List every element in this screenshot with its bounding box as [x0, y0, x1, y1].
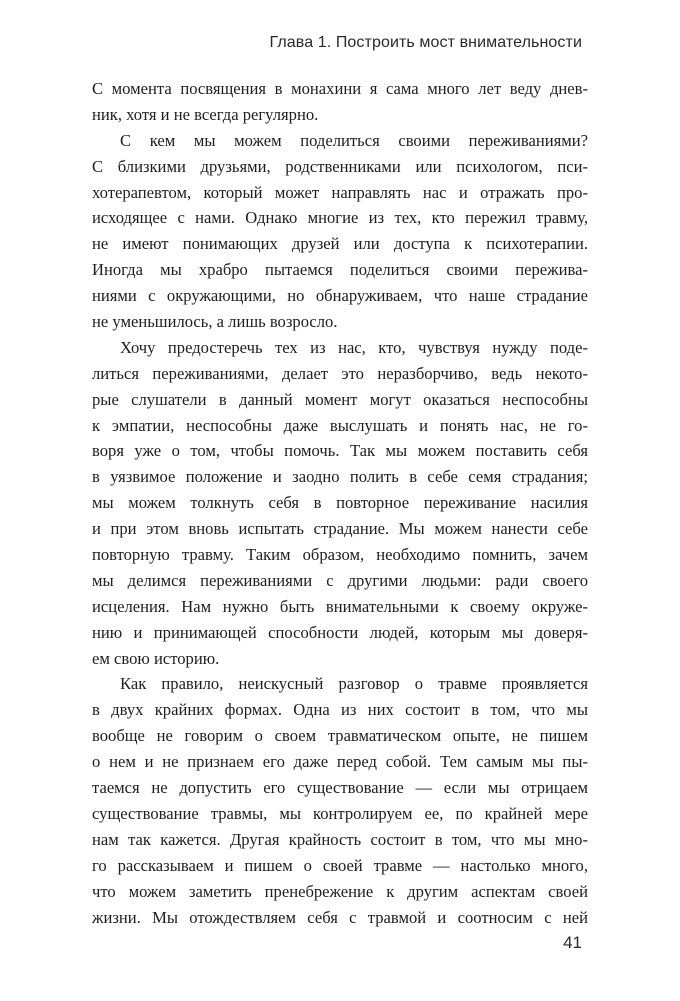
text-line: ниями с окружающими, но обнаруживаем, что наше страдание — [92, 286, 588, 306]
text-line: что можем заметить пренебрежение к другим аспектам своей — [92, 881, 588, 901]
running-head: Глава 1. Построить мост внимательности — [269, 34, 582, 51]
text-line: о нем и не признаем его даже перед собой. Тем самым мы пы- — [92, 752, 588, 772]
text-line: в уязвимое положение и заодно полить в себе семя страдания; — [92, 467, 588, 487]
text-line: литься переживаниями, делает это неразборчиво, ведь некото- — [92, 363, 588, 383]
text-line: С кем мы можем поделиться своими переживаниями? — [120, 130, 588, 150]
text-line: и при этом вновь испытать страдание. Мы можем нанести себе — [92, 519, 588, 539]
text-line: ем свою историю. — [92, 648, 220, 668]
text-line: вообще не говорим о своем травматическом опыте, не пишем — [92, 726, 588, 746]
text-line: существование травмы, мы контролируем ее, по крайней мере — [92, 803, 588, 823]
text-line: нию и принимающей способности людей, которым мы доверя- — [92, 622, 588, 642]
text-line: го рассказываем и пишем о своей травме — настолько много, — [92, 855, 588, 875]
text-line: хотерапевтом, который может направлять нас и отражать про- — [92, 182, 588, 202]
text-line: ник, хотя и не всегда регулярно. — [92, 104, 319, 124]
text-line: исходящее с нами. Однако многие из тех, кто пережил травму, — [92, 208, 588, 228]
text-line: С момента посвящения в монахини я сама много лет веду днев- — [92, 79, 588, 98]
text-line: таемся не допустить его существование — если мы отрицаем — [92, 778, 588, 798]
text-line: не имеют понимающих друзей или доступа к психотерапии. — [92, 234, 588, 254]
text-line: в двух крайних формах. Одна из них состоит в том, что мы — [92, 700, 588, 720]
text-line: рые слушатели в данный момент могут оказаться неспособны — [92, 389, 588, 409]
text-line: воря уже о том, чтобы помочь. Так мы можем поставить себя — [92, 441, 588, 461]
text-line: повторную травму. Таким образом, необходимо помнить, зачем — [92, 545, 588, 565]
text-line: Как правило, неискусный разговор о травме проявляется — [120, 674, 588, 694]
text-line: жизни. Мы отождествляем себя с травмой и соотносим с ней — [92, 907, 588, 927]
text-line: не уменьшилось, а лишь возросло. — [92, 312, 338, 332]
text-line: Иногда мы храбро пытаемся поделиться своими пережива- — [92, 260, 588, 280]
text-line: к эмпатии, неспособны даже выслушать и понять нас, не го- — [92, 415, 588, 435]
page-number: 41 — [563, 933, 582, 952]
text-line: С близкими друзьями, родственниками или психологом, пси- — [92, 156, 588, 176]
text-line: нам так кажется. Другая крайность состоит в том, что мы мно- — [92, 829, 588, 849]
text-line: мы делимся переживаниями с другими людьми: ради своего — [92, 570, 588, 590]
body-text — [92, 76, 588, 930]
text-line: Хочу предостеречь тех из нас, кто, чувствуя нужду поде- — [120, 337, 588, 357]
text-line: мы можем толкнуть себя в повторное переживание насилия — [92, 493, 588, 513]
text-line: исцеления. Нам нужно быть внимательными к своему окруже- — [92, 596, 588, 616]
